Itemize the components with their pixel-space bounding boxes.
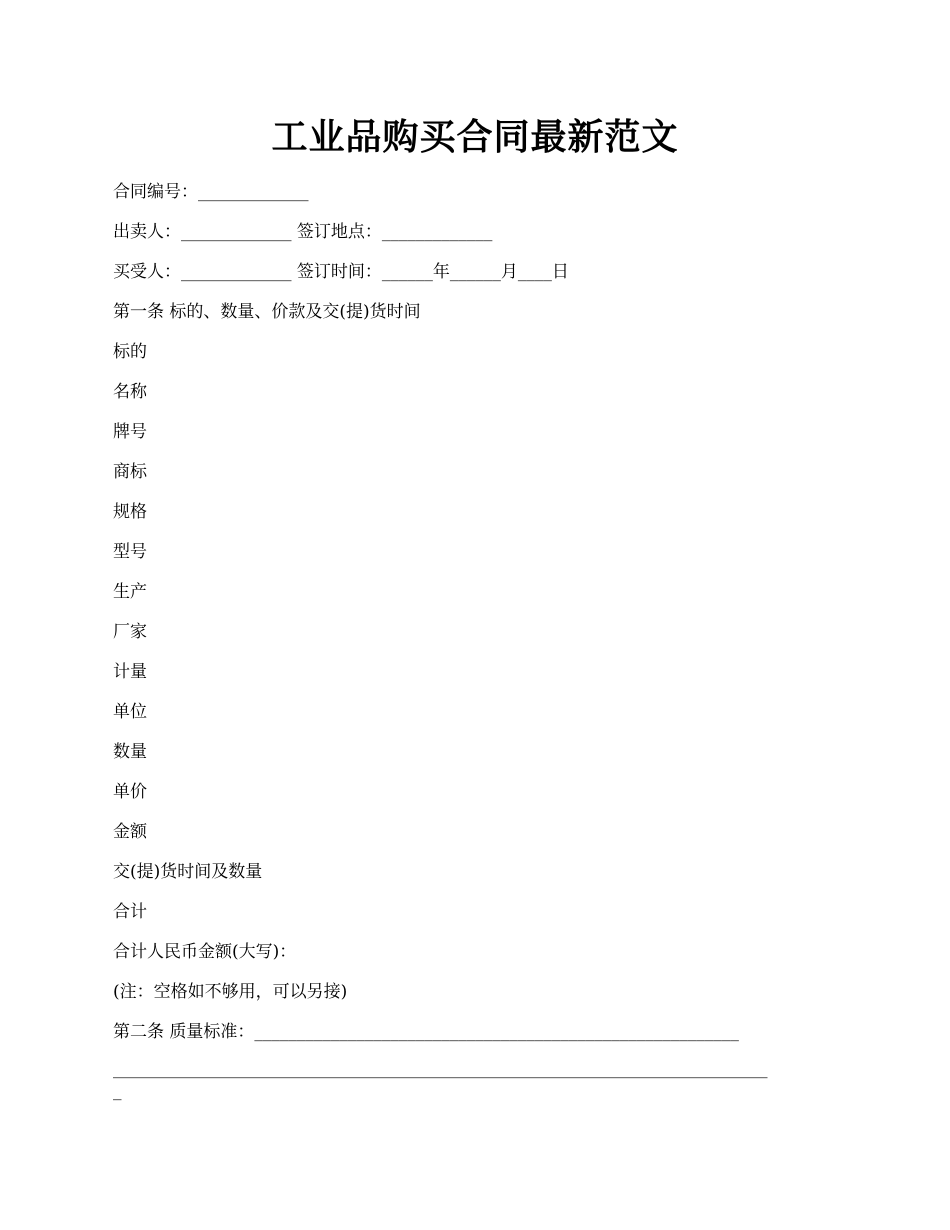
item-label-production: 生产 — [113, 582, 147, 602]
note-line: (注：空格如不够用，可以另接) — [113, 982, 348, 1002]
item-label-measurement: 计量 — [113, 662, 147, 682]
item-label-unit: 单位 — [113, 702, 147, 722]
total-rmb-amount-line: 合计人民币金额(大写)： — [113, 942, 297, 962]
article-two-quality-standard: 第二条 质量标准：_________________________________________________________ — [113, 1022, 739, 1042]
item-label-total: 合计 — [113, 902, 147, 922]
item-label-amount: 金额 — [113, 822, 147, 842]
document-body — [113, 178, 843, 1102]
item-label-specification: 规格 — [113, 502, 147, 522]
document-title: 工业品购买合同最新范文 — [271, 116, 679, 158]
item-label-quantity: 数量 — [113, 742, 147, 762]
item-label-delivery-time: 交(提)货时间及数量 — [113, 862, 263, 882]
quality-standard-tail: _ — [113, 1081, 122, 1101]
article-one-heading: 第一条 标的、数量、价款及交(提)货时间 — [113, 302, 421, 322]
item-label-unit-price: 单价 — [113, 782, 147, 802]
item-label-manufacturer: 厂家 — [113, 622, 147, 642]
item-label-name: 名称 — [113, 382, 147, 402]
item-label-brand-number: 牌号 — [113, 422, 147, 442]
item-label-subject: 标的 — [113, 342, 147, 362]
buyer-line: 买受人：_____________ 签订时间：______年______月____日 — [113, 262, 569, 282]
item-label-trademark: 商标 — [113, 462, 147, 482]
seller-line: 出卖人：_____________ 签订地点：_____________ — [113, 222, 493, 242]
item-label-model: 型号 — [113, 542, 147, 562]
contract-number-line: 合同编号：_____________ — [113, 182, 309, 202]
quality-standard-continuation: _____________________________________________________________________________ — [113, 1059, 768, 1079]
